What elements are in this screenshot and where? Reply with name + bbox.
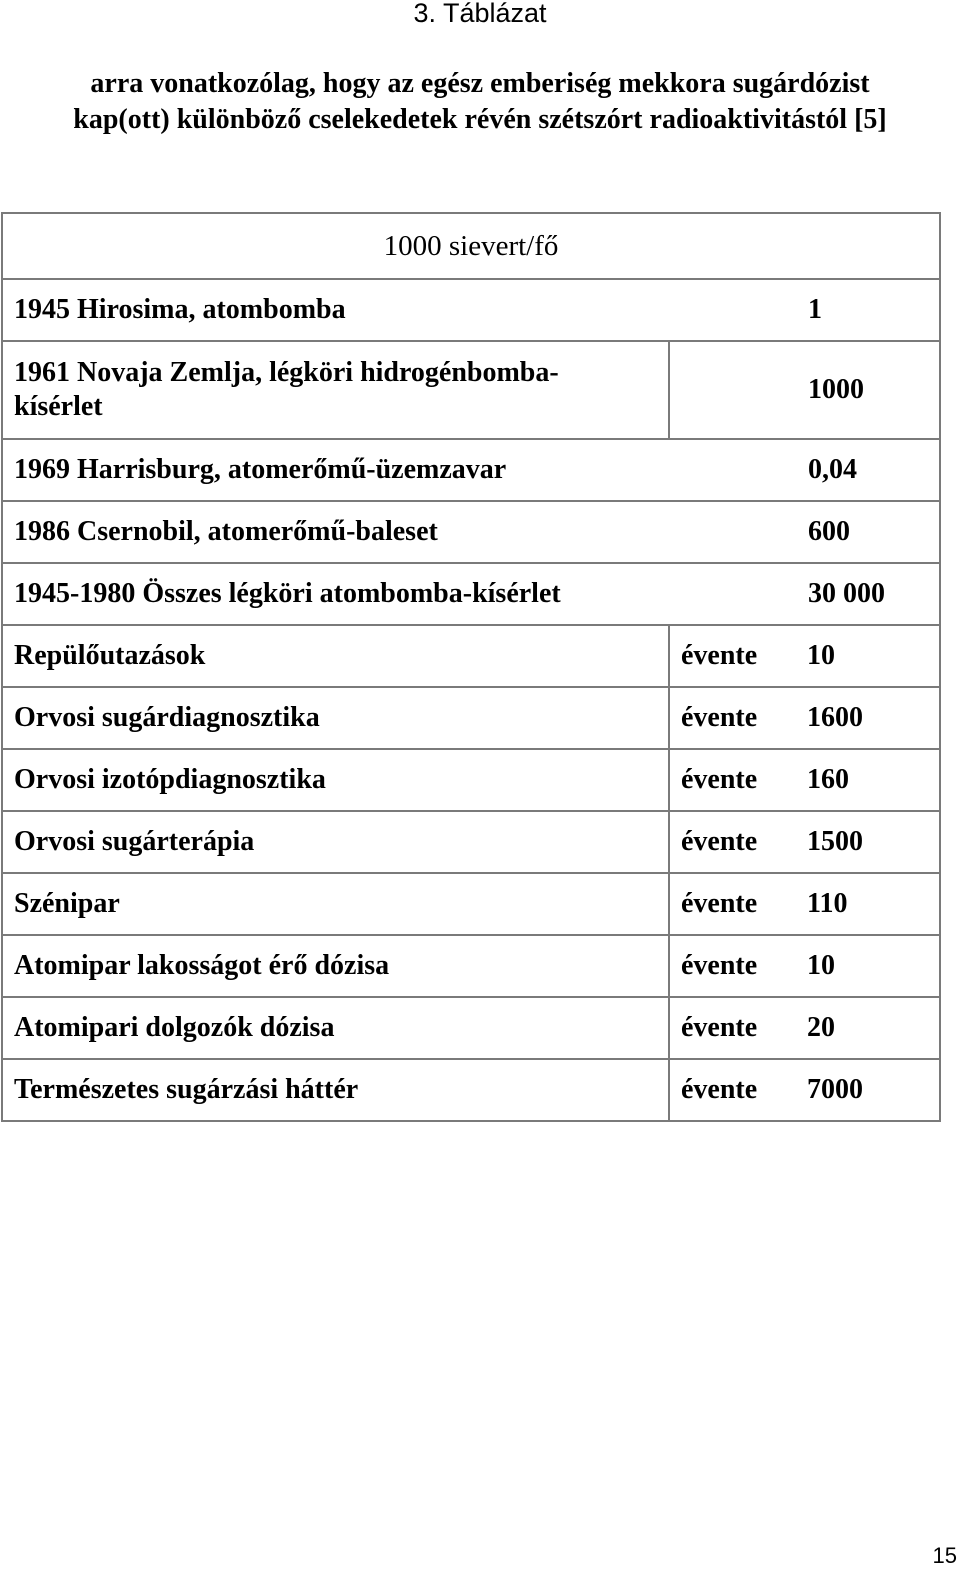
table-row (2, 1059, 940, 1121)
table-cell-merged (2, 439, 940, 501)
unit-header-cell: 1000 sievert/fő (2, 213, 940, 279)
row-value: 1000 (808, 374, 864, 405)
row-period: évente (681, 640, 758, 671)
row-label-cell (2, 625, 669, 687)
row-value: 20 (807, 1012, 835, 1043)
table-row (2, 625, 940, 687)
row-label-cell (2, 341, 669, 439)
table-cell-merged (2, 279, 940, 341)
row-value: 30 000 (808, 578, 885, 609)
row-period: évente (681, 1012, 758, 1043)
table-cell-merged (2, 563, 940, 625)
row-label: 1945-1980 Összes légköri atombomba-kísérlet (14, 578, 561, 609)
row-value: 10 (807, 950, 835, 981)
table-caption-subtitle (0, 66, 960, 138)
table-row (2, 439, 940, 501)
row-label: 1961 Novaja Zemlja, légköri hidrogénbomba-kísérlet (14, 357, 559, 422)
row-label: 1986 Csernobil, atomerőmű-baleset (14, 516, 438, 547)
row-period: évente (681, 950, 758, 981)
row-period: évente (681, 702, 758, 733)
row-value-cell (669, 749, 940, 811)
row-label: Atomipari dolgozók dózisa (14, 1012, 335, 1043)
row-value: 10 (807, 640, 835, 671)
row-period: évente (681, 1074, 758, 1105)
row-value: 160 (807, 764, 849, 795)
row-label: Orvosi sugárterápia (14, 826, 255, 857)
row-label-cell (2, 997, 669, 1059)
row-value: 600 (808, 516, 850, 547)
row-label-cell (2, 687, 669, 749)
row-value: 1500 (807, 826, 863, 857)
row-label-cell (2, 935, 669, 997)
row-value-cell (669, 1059, 940, 1121)
row-period: évente (681, 888, 758, 919)
row-period: évente (681, 764, 758, 795)
table-cell-merged (2, 501, 940, 563)
row-label: Orvosi izotópdiagnosztika (14, 764, 326, 795)
row-label: Természetes sugárzási háttér (14, 1074, 359, 1105)
table-caption-title: 3. Táblázat (413, 0, 547, 28)
table-row (2, 563, 940, 625)
page-number: 15 (932, 1543, 957, 1568)
row-label-cell (2, 1059, 669, 1121)
row-label: Orvosi sugárdiagnosztika (14, 702, 320, 733)
row-label-cell (2, 811, 669, 873)
table-row (2, 749, 940, 811)
row-period: évente (681, 826, 758, 857)
table-row (2, 997, 940, 1059)
row-value-cell (669, 687, 940, 749)
table-row (2, 279, 940, 341)
table-caption-subtitle-line-1: arra vonatkozólag, hogy az egész emberiség mekkora sugárdózist (90, 68, 870, 99)
row-value: 7000 (807, 1074, 863, 1105)
row-value: 1 (808, 294, 822, 325)
table-header-row (2, 213, 940, 279)
table-row (2, 935, 940, 997)
row-value-cell (669, 997, 940, 1059)
row-value: 110 (807, 888, 848, 919)
table-row (2, 811, 940, 873)
row-label-cell (2, 873, 669, 935)
table-row (2, 687, 940, 749)
row-label: Atomipar lakosságot érő dózisa (14, 950, 390, 981)
row-value-cell (669, 625, 940, 687)
table-row (2, 501, 940, 563)
table-row (2, 341, 940, 439)
row-label-cell (2, 749, 669, 811)
row-value: 0,04 (808, 454, 857, 485)
radiation-dose-table (1, 212, 941, 1122)
table-caption-subtitle-line-2: kap(ott) különböző cselekedetek révén szétszórt radioaktivitástól [5] (73, 104, 887, 135)
row-label: 1945 Hirosima, atombomba (14, 294, 346, 325)
row-label: Repülőutazások (14, 640, 206, 671)
row-label: 1969 Harrisburg, atomerőmű-üzemzavar (14, 454, 507, 485)
row-value-cell (669, 873, 940, 935)
row-value-cell (669, 811, 940, 873)
row-value: 1600 (807, 702, 863, 733)
row-value-cell (669, 935, 940, 997)
table-row (2, 873, 940, 935)
row-value-cell (669, 341, 940, 439)
row-label: Szénipar (14, 888, 120, 919)
